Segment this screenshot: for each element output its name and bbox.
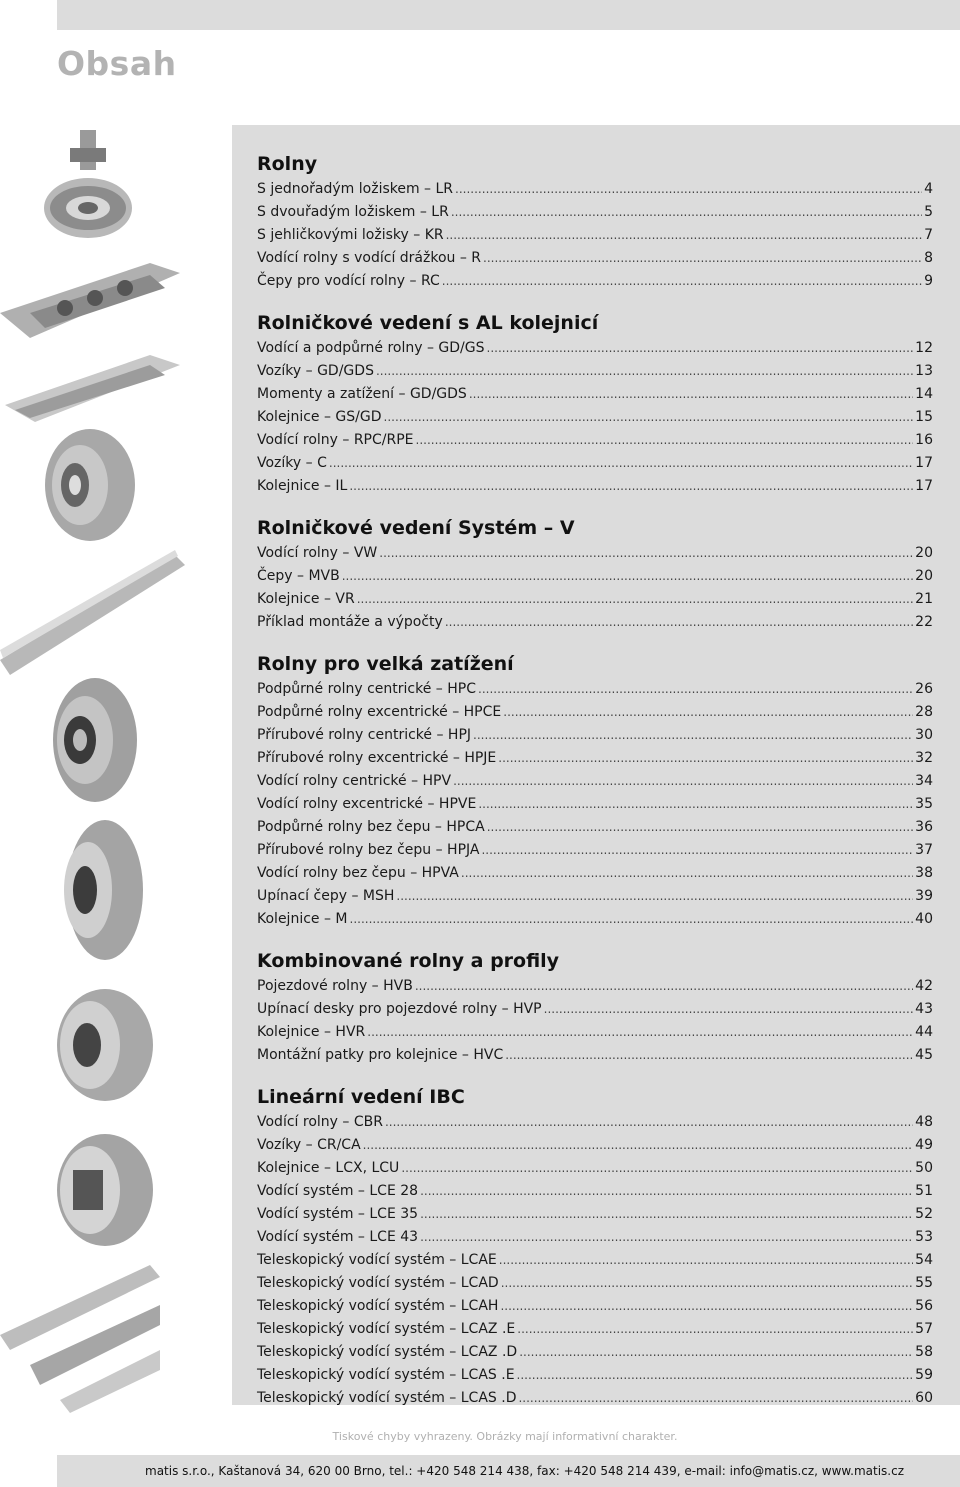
toc-entry-label: Podpůrné rolny excentrické – HPCE [257, 704, 502, 720]
dot-leader [445, 611, 913, 634]
toc-entry[interactable] [257, 793, 933, 816]
dot-leader [385, 1111, 913, 1134]
toc-entry-page: 51 [915, 1183, 933, 1199]
section-heading: Rolničkové vedení s AL kolejnicí [257, 312, 599, 334]
dot-leader [363, 1134, 914, 1157]
dot-leader [379, 542, 913, 565]
toc-entry-label: Kolejnice – GS/GD [257, 409, 382, 425]
toc-entry-label: Teleskopický vodící systém – LCAE [257, 1252, 497, 1268]
toc-entry-page: 38 [915, 865, 933, 881]
toc-entry[interactable] [257, 270, 933, 293]
toc-entry-label: Upínací desky pro pojezdové rolny – HVP [257, 1001, 542, 1017]
toc-entry[interactable] [257, 747, 933, 770]
dot-leader [446, 224, 922, 247]
toc-entry[interactable] [257, 724, 933, 747]
dot-leader [329, 452, 913, 475]
toc-entry[interactable] [257, 611, 933, 634]
toc-entry-label: Podpůrné rolny centrické – HPC [257, 681, 476, 697]
telescopic-rail-image [0, 1265, 165, 1415]
heavy-duty-v-roller-image [45, 673, 140, 808]
toc-entry-page: 34 [915, 773, 933, 789]
v-groove-roller-image [40, 425, 140, 545]
toc-entry[interactable] [257, 839, 933, 862]
dot-leader [396, 885, 913, 908]
toc-entry-page: 14 [915, 386, 933, 402]
toc-entry-page: 17 [915, 455, 933, 471]
toc-entry[interactable] [257, 383, 933, 406]
carriage-on-rail-image [0, 253, 180, 353]
toc-entry-page: 45 [915, 1047, 933, 1063]
dot-leader [349, 475, 913, 498]
toc-entry-page: 35 [915, 796, 933, 812]
toc-entry-label: Vodící systém – LCE 35 [257, 1206, 419, 1222]
toc-entry-label: Kolejnice – IL [257, 478, 348, 494]
toc-entry-page: 60 [915, 1390, 933, 1406]
toc-entry[interactable] [257, 1387, 933, 1410]
dot-leader [473, 724, 913, 747]
toc-entry-label: Vodící a podpůrné rolny – GD/GS [257, 340, 485, 356]
toc-entry-page: 43 [915, 1001, 933, 1017]
dot-leader [478, 793, 913, 816]
toc-entry-page: 39 [915, 888, 933, 904]
toc-entry-label: Kolejnice – HVR [257, 1024, 366, 1040]
dot-leader [442, 270, 922, 293]
dot-leader [420, 1226, 913, 1249]
section-heading: Rolničkové vedení Systém – V [257, 517, 575, 539]
footer-contact-text: matis s.r.o., Kaštanová 34, 620 00 Brno, tel.: +420 548 214 438, fax: +420 548 214 439, e-mail: info@matis.cz, www.matis.cz [145, 1464, 904, 1478]
toc-entry[interactable] [257, 701, 933, 724]
toc-entry-page: 5 [924, 204, 933, 220]
toc-entry-page: 48 [915, 1114, 933, 1130]
dot-leader [544, 998, 914, 1021]
toc-entry[interactable] [257, 908, 933, 931]
dot-leader [342, 565, 913, 588]
toc-entry-label: Podpůrné rolny bez čepu – HPCA [257, 819, 485, 835]
toc-entry-label: Teleskopický vodící systém – LCAS .D [257, 1390, 517, 1406]
toc-entry-page: 28 [915, 704, 933, 720]
toc-entry-page: 59 [915, 1367, 933, 1383]
toc-entry-label: Kolejnice – VR [257, 591, 355, 607]
toc-entry-page: 44 [915, 1024, 933, 1040]
toc-entry-page: 20 [915, 568, 933, 584]
toc-entry-page: 7 [924, 227, 933, 243]
toc-entry-label: Montážní patky pro kolejnice – HVC [257, 1047, 504, 1063]
toc-entry-label: Příklad montáže a výpočty [257, 614, 443, 630]
toc-section [257, 947, 933, 1067]
toc-entry-label: Teleskopický vodící systém – LCAH [257, 1298, 499, 1314]
toc-section [257, 514, 933, 634]
toc-entry[interactable] [257, 1341, 933, 1364]
toc-entry-page: 32 [915, 750, 933, 766]
dot-leader [501, 1272, 913, 1295]
footer-bar [57, 1455, 960, 1487]
page-title: Obsah [57, 44, 177, 83]
toc-entry[interactable] [257, 1180, 933, 1203]
toc-entry-label: Vodící systém – LCE 28 [257, 1183, 419, 1199]
dot-leader [487, 337, 914, 360]
dot-leader [367, 1021, 913, 1044]
toc-entry-page: 54 [915, 1252, 933, 1268]
section-heading: Rolny pro velká zatížení [257, 653, 514, 675]
toc-entry[interactable] [257, 178, 933, 201]
toc-entry-page: 57 [915, 1321, 933, 1337]
toc-entry-label: Přírubové rolny excentrické – HPJE [257, 750, 497, 766]
dot-leader [499, 1249, 913, 1272]
dot-leader [384, 406, 914, 429]
dot-leader [357, 588, 913, 611]
toc-section [257, 1083, 933, 1410]
toc-entry-label: Teleskopický vodící systém – LCAS .E [257, 1367, 515, 1383]
dot-leader [461, 862, 913, 885]
toc-entry[interactable] [257, 565, 933, 588]
toc-entry-label: Čepy pro vodící rolny – RC [257, 273, 440, 289]
toc-entry[interactable] [257, 678, 933, 701]
toc-entry-label: Vodící rolny bez čepu – HPVA [257, 865, 459, 881]
toc-entry-page: 42 [915, 978, 933, 994]
toc-entry-page: 8 [924, 250, 933, 266]
toc-entry[interactable] [257, 542, 933, 565]
dot-leader [487, 816, 913, 839]
dot-leader [517, 1318, 913, 1341]
dot-leader [420, 1203, 913, 1226]
toc-entry[interactable] [257, 1295, 933, 1318]
toc-entry-label: Vodící rolny centrické – HPV [257, 773, 452, 789]
toc-entry-label: S jednořadým ložiskem – LR [257, 181, 454, 197]
toc-entry[interactable] [257, 862, 933, 885]
toc-entry-page: 37 [915, 842, 933, 858]
dot-leader [415, 975, 913, 998]
dot-leader [401, 1157, 913, 1180]
toc-entry[interactable] [257, 452, 933, 475]
toc-entry-page: 20 [915, 545, 933, 561]
toc-entry-page: 55 [915, 1275, 933, 1291]
toc-entry-page: 12 [915, 340, 933, 356]
toc-entry-label: Vodící rolny s vodící drážkou – R [257, 250, 482, 266]
toc-entry-label: Vodící rolny excentrické – HPVE [257, 796, 477, 812]
toc-entry[interactable] [257, 998, 933, 1021]
v-rail-bar-image [0, 550, 185, 675]
toc-entry-page: 17 [915, 478, 933, 494]
dot-leader [350, 908, 914, 931]
section-heading: Rolny [257, 153, 318, 175]
toc-entry[interactable] [257, 975, 933, 998]
toc-entry-page: 58 [915, 1344, 933, 1360]
toc-entry-page: 13 [915, 363, 933, 379]
dot-leader [500, 1295, 913, 1318]
toc-entry-page: 4 [924, 181, 933, 197]
dot-leader [518, 1387, 913, 1410]
dot-leader [517, 1364, 914, 1387]
disclaimer-text: Tiskové chyby vyhrazeny. Obrázky mají informativní charakter. [332, 1430, 678, 1443]
toc-entry-label: Vozíky – CR/CA [257, 1137, 361, 1153]
toc-entry-label: Pojezdové rolny – HVB [257, 978, 413, 994]
toc-entry[interactable] [257, 1318, 933, 1341]
combined-roller-image [45, 1130, 155, 1250]
toc-entry-label: Teleskopický vodící systém – LCAZ .D [257, 1344, 518, 1360]
toc-entry-label: Teleskopický vodící systém – LCAD [257, 1275, 499, 1291]
toc-entry-page: 40 [915, 911, 933, 927]
toc-entry[interactable] [257, 475, 933, 498]
toc-entry[interactable] [257, 247, 933, 270]
dot-leader [469, 383, 913, 406]
toc-entry[interactable] [257, 1111, 933, 1134]
dot-leader [416, 429, 914, 452]
section-heading: Lineární vedení IBC [257, 1086, 465, 1108]
toc-entry-label: Upínací čepy – MSH [257, 888, 395, 904]
dot-leader [376, 360, 913, 383]
toc-entry-page: 53 [915, 1229, 933, 1245]
toc-entry[interactable] [257, 1157, 933, 1180]
top-header-bar [57, 0, 960, 30]
toc-entry-page: 21 [915, 591, 933, 607]
toc-entry-page: 22 [915, 614, 933, 630]
toc-entry-page: 49 [915, 1137, 933, 1153]
dot-leader [498, 747, 913, 770]
toc-section [257, 309, 933, 498]
toc-entry-label: Přírubové rolny bez čepu – HPJA [257, 842, 480, 858]
toc-entry[interactable] [257, 406, 933, 429]
toc-entry[interactable] [257, 885, 933, 908]
toc-entry-label: Momenty a zatížení – GD/GDS [257, 386, 467, 402]
toc-entry-label: Vodící rolny – VW [257, 545, 378, 561]
dot-leader [483, 247, 922, 270]
toc-entry[interactable] [257, 588, 933, 611]
dot-leader [505, 1044, 913, 1067]
toc-section [257, 650, 933, 931]
table-of-contents [257, 150, 933, 1410]
dot-leader [451, 201, 922, 224]
section-heading: Kombinované rolny a profily [257, 950, 560, 972]
toc-entry-label: S jehličkovými ložisky – KR [257, 227, 444, 243]
toc-entry[interactable] [257, 1364, 933, 1387]
support-roller-image [45, 985, 155, 1105]
toc-entry-page: 56 [915, 1298, 933, 1314]
toc-entry[interactable] [257, 1134, 933, 1157]
toc-entry-label: Vodící rolny – RPC/RPE [257, 432, 414, 448]
toc-entry-label: Vozíky – GD/GDS [257, 363, 374, 379]
dot-leader [455, 178, 922, 201]
toc-entry[interactable] [257, 1226, 933, 1249]
dot-leader [478, 678, 913, 701]
toc-entry-page: 15 [915, 409, 933, 425]
toc-section [257, 150, 933, 293]
toc-entry[interactable] [257, 1272, 933, 1295]
toc-entry-label: Přírubové rolny centrické – HPJ [257, 727, 472, 743]
toc-entry[interactable] [257, 201, 933, 224]
dot-leader [453, 770, 913, 793]
toc-entry-label: Čepy – MVB [257, 568, 340, 584]
toc-entry-page: 30 [915, 727, 933, 743]
toc-entry-page: 26 [915, 681, 933, 697]
product-images-column [0, 125, 232, 1405]
toc-entry-page: 52 [915, 1206, 933, 1222]
al-rail-profile-image [0, 350, 180, 430]
dot-leader [420, 1180, 913, 1203]
dot-leader [519, 1341, 913, 1364]
toc-entry-label: Vodící rolny – CBR [257, 1114, 383, 1130]
toc-entry-label: Teleskopický vodící systém – LCAZ .E [257, 1321, 516, 1337]
toc-entry-label: Kolejnice – M [257, 911, 348, 927]
toc-entry-label: S dvouřadým ložiskem – LR [257, 204, 449, 220]
toc-entry[interactable] [257, 1203, 933, 1226]
toc-entry[interactable] [257, 816, 933, 839]
dot-leader [481, 839, 913, 862]
toc-entry-label: Vozíky – C [257, 455, 327, 471]
toc-entry-page: 50 [915, 1160, 933, 1176]
toc-entry-label: Kolejnice – LCX, LCU [257, 1160, 400, 1176]
flanged-roller-image [50, 815, 145, 965]
toc-entry[interactable] [257, 337, 933, 360]
toc-entry[interactable] [257, 1021, 933, 1044]
toc-entry-page: 16 [915, 432, 933, 448]
toc-entry[interactable] [257, 1044, 933, 1067]
toc-entry-page: 36 [915, 819, 933, 835]
toc-entry[interactable] [257, 429, 933, 452]
toc-entry[interactable] [257, 770, 933, 793]
toc-entry[interactable] [257, 360, 933, 383]
toc-entry[interactable] [257, 224, 933, 247]
roller-with-stud-image [38, 130, 138, 245]
toc-entry-label: Vodící systém – LCE 43 [257, 1229, 419, 1245]
toc-entry-page: 9 [924, 273, 933, 289]
toc-entry[interactable] [257, 1249, 933, 1272]
dot-leader [503, 701, 913, 724]
